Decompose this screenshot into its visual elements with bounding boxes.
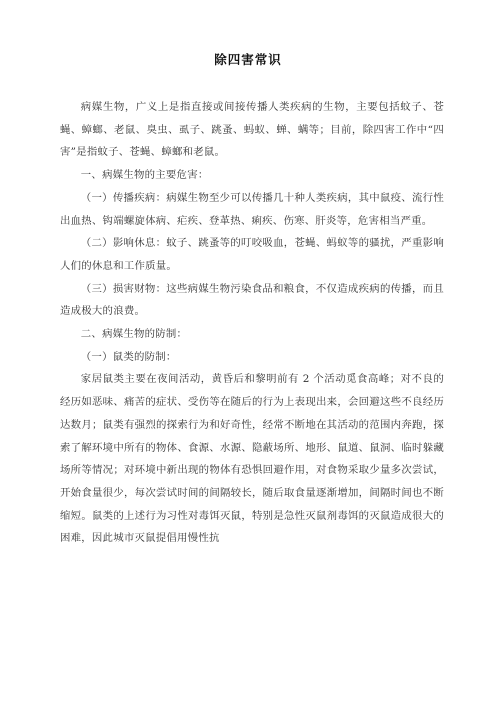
section-heading-control: 二、病媒生物的防制： — [80, 328, 188, 341]
paragraph-rest-disturbance: （二）影响休息：蚊子、跳蚤等的叮咬吸血，苍蝇、蚂蚁等的骚扰，严重影响人们的休息和工作质量。 — [60, 237, 444, 272]
document-body — [60, 96, 444, 550]
section-heading-hazards: 一、病媒生物的主要危害： — [80, 169, 209, 182]
paragraph-rodent-behavior: 家居鼠类主要在夜间活动，黄昏后和黎明前有 2 个活动觅食高峰；对不良的经历如恶味、痛苦的症状、受伤等在随后的行为上表现出来，会回避这些不良经历达数月；鼠类有强烈的探索行为和好奇性，经常不断地在其活动的范围内奔跑，探索了解环境中所有的物体、食源、水源、隐蔽场所、地形、鼠道、鼠洞、临时躲藏场所等情况；对环境中新出现的物体有恐惧回避作用，对食物采取少量多次尝试，开始食量很少，每次尝试时间的间隔较长，随后取食量逐渐增加，间隔时间也不断缩短。鼠类的上述行为习性对毒饵灭鼠，特别是急性灭鼠剂毒饵的灭鼠造成很大的困难，因此城市灭鼠提倡用慢性抗 — [60, 373, 444, 545]
paragraph-property-damage: （三）损害财物：这些病媒生物污染食品和粮食，不仅造成疾病的传播，而且造成极大的浪费。 — [60, 282, 444, 318]
paragraph-disease-transmission: （一）传播疾病：病媒生物至少可以传播几十种人类疾病，其中鼠疫、流行性出血热、钩端螺旋体病、疟疾、登革热、痢疾、伤寒、肝炎等，危害相当严重。 — [60, 191, 444, 227]
subsection-heading-rodents: （一）鼠类的防制： — [80, 350, 177, 363]
document-title: 除四害常识 — [214, 52, 282, 67]
paragraph-intro: 病媒生物，广义上是指直接或间接传播人类疾病的生物，主要包括蚊子、苍蝇、蟑螂、老鼠、臭虫、虱子、跳蚤、蚂蚁、蝉、螨等；目前，除四害工作中“四害”是指蚊子、苍蝇、蟑螂和老鼠。 — [60, 101, 444, 159]
